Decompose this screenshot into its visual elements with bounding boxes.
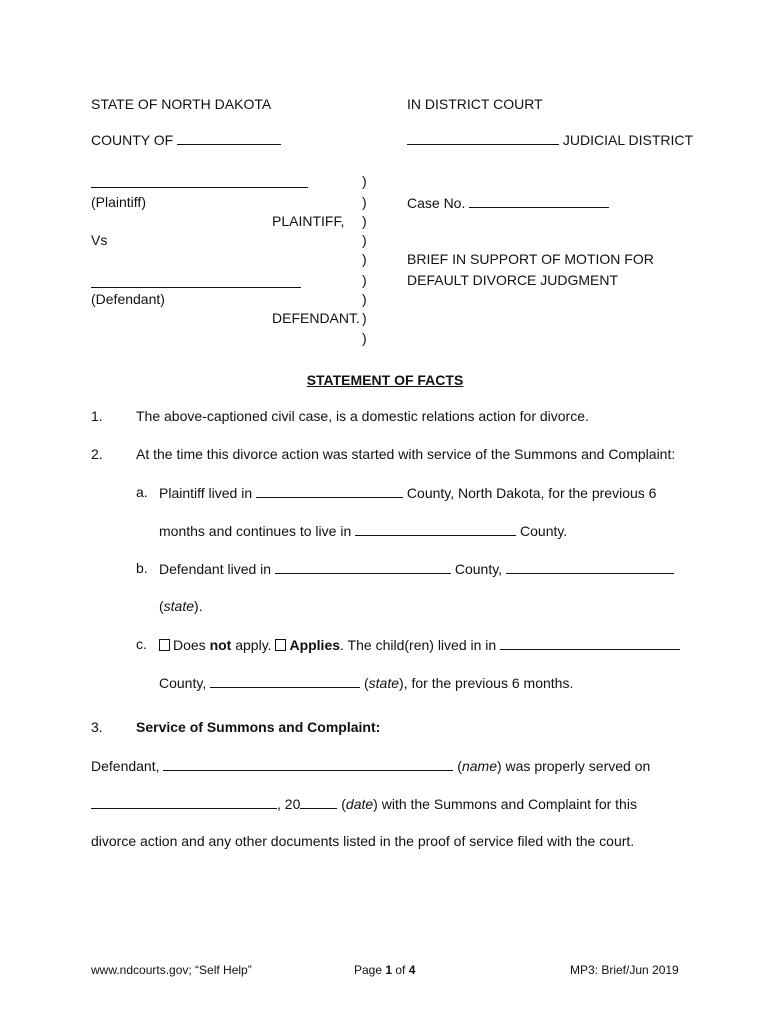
item-2a-text3: months and continues to live in <box>159 523 352 539</box>
page-total: 4 <box>408 963 416 977</box>
versus-label: Vs <box>91 232 108 248</box>
defendant-name-blank[interactable] <box>91 287 301 288</box>
defendant-served-name-blank[interactable] <box>163 756 453 771</box>
defendant-role: DEFENDANT. <box>272 310 360 326</box>
apply-text: apply. <box>231 637 272 653</box>
court-heading: IN DISTRICT COURT <box>407 96 543 112</box>
section-title: STATEMENT OF FACTS <box>306 372 464 388</box>
applies-text: Applies <box>289 637 341 653</box>
item-2-text: At the time this divorce action was started with service of the Summons and Complaint: <box>136 446 676 462</box>
item-2c-line2: County, (state), for the previous 6 months. <box>159 675 574 691</box>
caption-paren: ) <box>362 272 367 288</box>
footer-form-id: MP3: Brief/Jun 2019 <box>570 963 679 977</box>
county-label: COUNTY OF <box>91 132 174 148</box>
defendant-state-blank[interactable] <box>506 559 674 574</box>
page-current: 1 <box>385 963 393 977</box>
item-2c-line1 <box>159 635 680 654</box>
service-date-word: date <box>345 796 374 812</box>
item-3-heading: Service of Summons and Complaint: <box>136 719 381 735</box>
service-line3: divorce action and any other documents listed in the proof of service filed with the court. <box>91 833 635 849</box>
page-prefix: Page <box>354 963 386 977</box>
caption-paren: ) <box>362 213 367 229</box>
footer-page-number <box>354 961 415 979</box>
item-2b-text1: Defendant lived in <box>159 561 272 577</box>
caption-paren: ) <box>362 330 367 346</box>
item-2b-line2: (state). <box>159 598 203 614</box>
service-defendant-text: Defendant, <box>91 758 160 774</box>
item-2c-state-word: state <box>368 675 400 691</box>
item-2a-text4: County. <box>520 523 568 539</box>
applies-checkbox[interactable] <box>275 639 286 651</box>
does-not-apply-checkbox[interactable] <box>159 639 170 651</box>
item-2a-label: a. <box>136 484 148 500</box>
service-name-word: name <box>461 758 497 774</box>
service-date-blank[interactable] <box>91 794 277 809</box>
item-2a-text1: Plaintiff lived in <box>159 485 253 501</box>
caption-paren: ) <box>362 310 367 326</box>
judicial-district-label: JUDICIAL DISTRICT <box>562 132 694 148</box>
plaintiff-county-blank[interactable] <box>256 483 403 498</box>
district-blank[interactable] <box>407 130 559 145</box>
item-2a-line2 <box>159 521 567 540</box>
item-3-number: 3. <box>91 719 103 735</box>
item-2a-text2: County, North Dakota, for the previous 6 <box>406 485 657 501</box>
caption-paren: ) <box>362 194 367 210</box>
county-line <box>91 130 281 149</box>
item-2c-county-text: County, <box>159 675 207 691</box>
page-of: of <box>392 963 409 977</box>
district-line <box>407 130 693 149</box>
county-blank[interactable] <box>177 130 281 145</box>
defendant-county-blank[interactable] <box>275 559 451 574</box>
plaintiff-role: PLAINTIFF, <box>272 213 345 229</box>
service-line2: , 20 (date) with the Summons and Complaint for this <box>91 794 637 813</box>
service-year-blank[interactable] <box>300 794 337 809</box>
service-year-prefix: , 20 <box>277 796 301 812</box>
not-text: not <box>209 637 232 653</box>
footer-website: www.ndcourts.gov; “Self Help” <box>91 963 252 977</box>
item-2c-previous-months: ), for the previous 6 months. <box>399 675 574 691</box>
item-1-text: The above-captioned civil case, is a domestic relations action for divorce. <box>136 408 589 424</box>
case-number-label: Case No. <box>407 195 466 211</box>
caption-paren: ) <box>362 232 367 248</box>
caption-paren: ) <box>362 173 367 189</box>
service-served-text: ) was properly served on <box>496 758 651 774</box>
service-summons-text: ) with the Summons and Complaint for this <box>373 796 637 812</box>
defendant-label: (Defendant) <box>91 291 165 307</box>
plaintiff-current-county-blank[interactable] <box>355 521 516 536</box>
children-lived-text: . The child(ren) lived in in <box>340 637 497 653</box>
item-2-number: 2. <box>91 446 103 462</box>
item-2b-text2: County, <box>454 561 503 577</box>
case-number-blank[interactable] <box>469 193 609 208</box>
item-2c-label: c. <box>136 636 147 652</box>
item-2b-line1 <box>159 559 674 578</box>
caption-paren: ) <box>362 291 367 307</box>
children-county-blank[interactable] <box>500 635 680 650</box>
item-2a-line1 <box>159 483 656 502</box>
item-2b-state-word: state <box>163 598 195 614</box>
case-number-line <box>407 193 609 212</box>
state-heading: STATE OF NORTH DAKOTA <box>91 96 272 112</box>
children-state-blank[interactable] <box>210 673 360 688</box>
caption-paren: ) <box>362 251 367 267</box>
plaintiff-name-blank[interactable] <box>91 187 308 188</box>
does-text: Does <box>173 637 210 653</box>
item-2b-label: b. <box>136 560 148 576</box>
item-1-number: 1. <box>91 408 103 424</box>
document-title-line2: DEFAULT DIVORCE JUDGMENT <box>407 272 619 288</box>
plaintiff-label: (Plaintiff) <box>91 194 146 210</box>
document-title-line1: BRIEF IN SUPPORT OF MOTION FOR <box>407 251 654 267</box>
service-line1: Defendant, (name) was properly served on <box>91 758 651 774</box>
